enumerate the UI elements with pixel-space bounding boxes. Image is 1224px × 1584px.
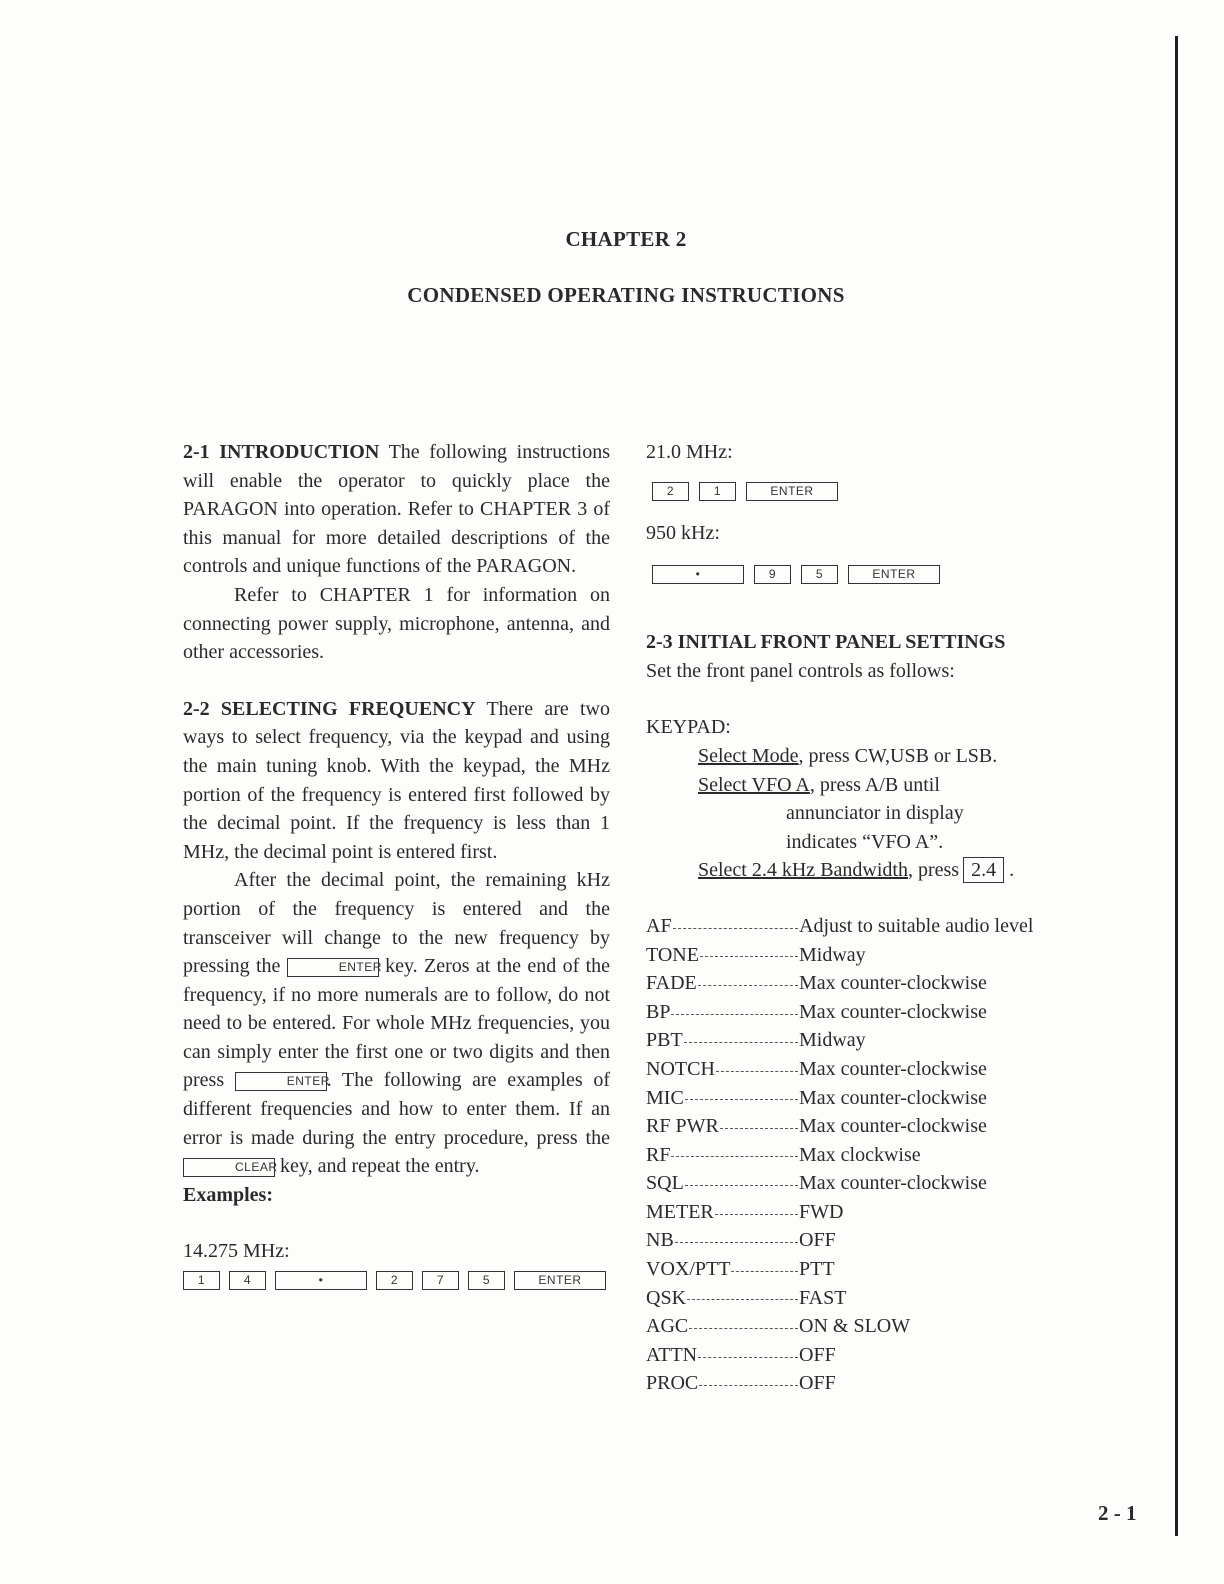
setting-row — [646, 1341, 1076, 1370]
setting-control: NOTCH — [646, 1057, 715, 1080]
key-2: 2 — [376, 1271, 413, 1290]
setting-control: NB — [646, 1229, 674, 1252]
setting-row — [646, 1255, 1076, 1284]
section-2-2-heading: 2-2 SELECTING FREQUENCY — [183, 697, 476, 720]
setting-value: Max counter-clockwise — [799, 972, 987, 995]
section-2-1-heading: 2-1 INTRODUCTION — [183, 441, 380, 463]
select-bandwidth-text: , press — [907, 859, 960, 882]
setting-control: FADE — [646, 972, 697, 995]
leader-dashes — [699, 1385, 798, 1386]
frequency-text-2d: key, and repeat the entry. — [280, 1155, 480, 1178]
setting-row — [646, 1226, 1076, 1255]
bandwidth-key: 2.4 — [963, 857, 1004, 883]
setting-control: AGC — [646, 1315, 689, 1338]
key-2: 2 — [652, 482, 689, 501]
example-1-label: 14.275 MHz: — [183, 1240, 290, 1263]
setting-control: PBT — [646, 1029, 683, 1052]
page-edge-rule — [1175, 36, 1178, 1536]
vfo-line-3: indicates “VFO A”. — [786, 830, 944, 853]
keypad-label: KEYPAD: — [646, 716, 731, 739]
setting-control: TONE — [646, 943, 699, 966]
setting-value: PTT — [799, 1258, 835, 1281]
setting-control: MIC — [646, 1086, 684, 1109]
setting-value: Max counter-clockwise — [799, 1086, 987, 1109]
leader-dashes — [731, 1271, 798, 1272]
setting-row — [646, 969, 1076, 998]
leader-dashes — [685, 1099, 798, 1100]
leader-dashes — [700, 956, 798, 957]
enter-key-inline: ENTER — [287, 958, 379, 977]
leader-dashes — [687, 1299, 798, 1300]
select-mode-text: , press CW,USB or LSB. — [798, 744, 998, 767]
settings-intro: Set the front panel controls as follows: — [646, 659, 955, 682]
key-enter: ENTER — [848, 565, 940, 584]
setting-row — [646, 1112, 1076, 1141]
select-vfo-line — [646, 771, 1076, 800]
setting-control: SQL — [646, 1172, 684, 1195]
leader-dashes — [671, 1156, 798, 1157]
intro-paragraph — [183, 438, 610, 581]
setting-value: Max counter-clockwise — [799, 1115, 987, 1138]
setting-row — [646, 1084, 1076, 1113]
key-enter: ENTER — [514, 1271, 606, 1290]
key-1: 1 — [699, 482, 736, 501]
settings-list — [646, 912, 1076, 1398]
key-7: 7 — [422, 1271, 459, 1290]
leader-dashes — [698, 985, 798, 986]
leader-dashes — [715, 1214, 798, 1215]
setting-value: Midway — [799, 1029, 866, 1052]
leader-dashes — [720, 1128, 798, 1129]
key-enter: ENTER — [746, 482, 838, 501]
key-5: 5 — [468, 1271, 505, 1290]
select-vfo-text: , press A/B until — [809, 773, 940, 796]
leader-dashes — [685, 1185, 798, 1186]
clear-key-inline: CLEAR — [183, 1158, 275, 1177]
setting-control: METER — [646, 1200, 714, 1223]
chapter-number: CHAPTER 2 — [565, 227, 687, 251]
setting-control: RF PWR — [646, 1115, 719, 1138]
leader-dashes — [684, 1042, 798, 1043]
setting-value: Max counter-clockwise — [799, 1000, 987, 1023]
select-bandwidth-link: Select 2.4 kHz Bandwidth — [698, 859, 908, 882]
setting-value: Midway — [799, 943, 866, 966]
setting-row — [646, 998, 1076, 1027]
select-mode-link: Select Mode — [698, 744, 799, 767]
frequency-text-1: There are two ways to select frequency, via the keypad and using the main tuning knob. With the keypad, the MHz portion of the frequency is entered first followed by the decimal point. If the frequency is less than 1 MHz, the decimal point is entered first. — [183, 697, 611, 863]
section-2-3-heading: 2-3 INITIAL FRONT PANEL SETTINGS — [646, 631, 1006, 654]
setting-value: FAST — [799, 1286, 847, 1309]
setting-control: ATTN — [646, 1343, 698, 1366]
intro-text-1: The following instructions will enable the operator to quickly place the PARAGON into operation. Refer to CHAPTER 3 of this manual for more detailed descriptions of the controls and unique functions of the PARAGON. — [183, 441, 610, 578]
bandwidth-end: . — [1004, 859, 1015, 882]
setting-row — [646, 1026, 1076, 1055]
leader-dashes — [671, 1014, 798, 1015]
leader-dashes — [716, 1071, 798, 1072]
frequency-text-2b: key. Zeros at the end of the frequency, if no more numerals are to follow, do not need to be entered. For whole MHz frequencies, you can simply enter the first one or two digits and then press — [183, 955, 610, 1092]
frequency-text-2a: After the decimal point, the remaining kHz portion of the frequency is entered and the transceiver will change to the new frequency by pressing the — [183, 869, 610, 978]
frequency-paragraph-2 — [183, 866, 610, 1181]
leader-dashes — [689, 1328, 798, 1329]
setting-value: Max counter-clockwise — [799, 1172, 987, 1195]
setting-row — [646, 941, 1076, 970]
setting-value: OFF — [799, 1372, 836, 1395]
select-mode-line — [646, 742, 1076, 771]
setting-row — [646, 1369, 1076, 1398]
setting-control: BP — [646, 1000, 671, 1023]
setting-control: AF — [646, 914, 672, 937]
intro-paragraph-2: Refer to CHAPTER 1 for information on connecting power supply, microphone, antenna, and other accessories. — [183, 583, 610, 664]
setting-value: OFF — [799, 1229, 836, 1252]
left-column — [183, 438, 610, 1294]
right-column — [646, 438, 1076, 1398]
key-5: 5 — [801, 565, 838, 584]
key-1: 1 — [183, 1271, 220, 1290]
leader-dashes — [675, 1242, 798, 1243]
setting-row — [646, 1169, 1076, 1198]
key-4: 4 — [229, 1271, 266, 1290]
setting-row — [646, 1141, 1076, 1170]
leader-dashes — [673, 928, 798, 929]
example-2-keys — [646, 478, 1076, 506]
key-decimal: • — [652, 565, 744, 584]
enter-key-inline-2: ENTER — [235, 1072, 327, 1091]
setting-value: Adjust to suitable audio level — [799, 914, 1034, 937]
example-1-keys — [183, 1266, 610, 1294]
setting-control: PROC — [646, 1372, 699, 1395]
example-2-label: 21.0 MHz: — [646, 441, 733, 463]
setting-control: QSK — [646, 1286, 687, 1309]
setting-control: VOX/PTT — [646, 1258, 731, 1281]
setting-value: OFF — [799, 1343, 836, 1366]
setting-row — [646, 1055, 1076, 1084]
setting-value: Max clockwise — [799, 1143, 921, 1166]
setting-row — [646, 1198, 1076, 1227]
setting-row — [646, 1312, 1076, 1341]
chapter-title: CONDENSED OPERATING INSTRUCTIONS — [407, 283, 845, 307]
setting-control: RF — [646, 1143, 671, 1166]
example-3-keys — [646, 560, 1076, 588]
select-vfo-link: Select VFO A — [698, 773, 810, 796]
setting-row — [646, 912, 1076, 941]
key-decimal: • — [275, 1271, 367, 1290]
frequency-paragraph — [183, 695, 610, 867]
setting-row — [646, 1284, 1076, 1313]
setting-value: Max counter-clockwise — [799, 1057, 987, 1080]
leader-dashes — [698, 1357, 798, 1358]
setting-value: FWD — [799, 1200, 844, 1223]
select-bandwidth-line — [646, 856, 1076, 885]
key-9: 9 — [754, 565, 791, 584]
setting-value: ON & SLOW — [799, 1315, 911, 1338]
examples-label: Examples: — [183, 1183, 273, 1206]
vfo-line-2: annunciator in display — [786, 802, 964, 825]
example-3-label: 950 kHz: — [646, 521, 720, 544]
frequency-text-2c: . The following are examples of different frequencies and how to enter them. If an error is made during the entry procedure, press the — [183, 1069, 611, 1149]
page-number: 2 - 1 — [1098, 1501, 1137, 1525]
